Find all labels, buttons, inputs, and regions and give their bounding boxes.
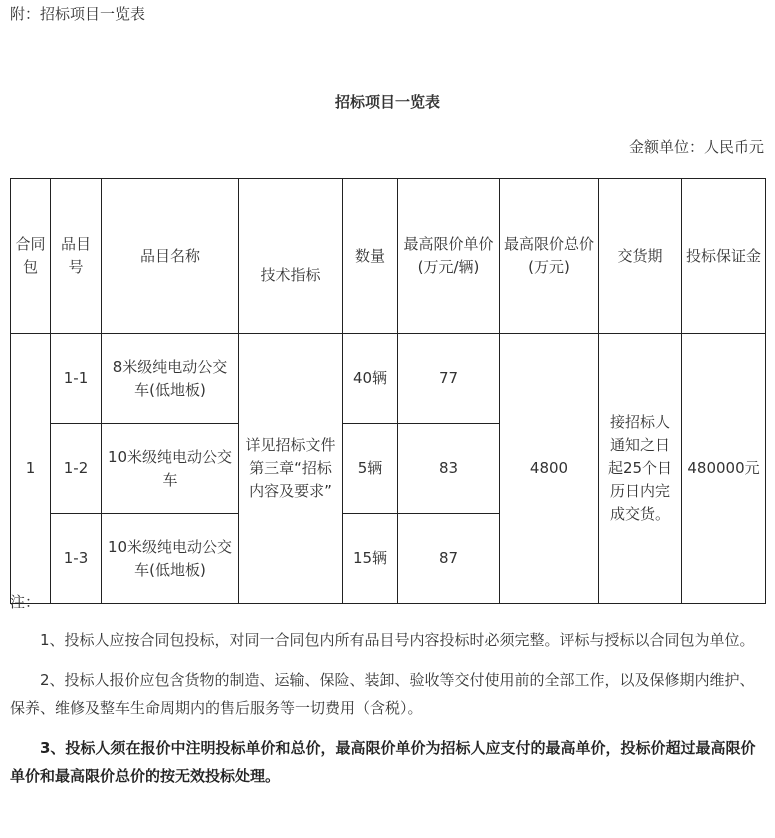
header-item-no: 品目号	[51, 179, 102, 334]
cell-item-no: 1-3	[51, 514, 102, 604]
notes-section	[10, 590, 760, 802]
cell-quantity: 40辆	[343, 334, 398, 424]
cell-item-name: 8米级纯电动公交车(低地板)	[102, 334, 239, 424]
note-item: 1、投标人应按合同包投标，对同一合同包内所有品目号内容投标时必须完整。评标与授标以合同包为单位。	[40, 631, 755, 649]
cell-max-unit-price: 87	[398, 514, 500, 604]
cell-item-name: 10米级纯电动公交车	[102, 424, 239, 514]
appendix-label: 附：招标项目一览表	[10, 5, 146, 23]
cell-max-unit-price: 77	[398, 334, 500, 424]
cell-tech-spec: 详见招标文件第三章“招标内容及要求”	[239, 334, 343, 604]
cell-max-total-price: 4800	[500, 334, 599, 604]
bid-items-table	[10, 178, 766, 604]
note-item: 2、投标人报价应包含货物的制造、运输、保险、装卸、验收等交付使用前的全部工作，以及保修期内维护、保养、维修及整车生命周期内的售后服务等一切费用（含税）。	[10, 671, 755, 717]
cell-contract-lot: 1	[11, 334, 51, 604]
header-item-name: 品目名称	[102, 179, 239, 334]
table-header-row	[11, 179, 766, 334]
cell-max-unit-price: 83	[398, 424, 500, 514]
header-tech-spec: 技术指标	[239, 179, 343, 334]
cell-item-name: 10米级纯电动公交车(低地板)	[102, 514, 239, 604]
notes-label: 注：	[10, 593, 41, 611]
cell-item-no: 1-2	[51, 424, 102, 514]
header-bid-bond: 投标保证金	[682, 179, 766, 334]
note-item-emphasis: 3、投标人须在报价中注明投标单价和总价，最高限价单价为招标人应支付的最高单价，投标价超过最高限价单价和最高限价总价的按无效投标处理。	[10, 739, 756, 785]
header-max-total-price: 最高限价总价(万元)	[500, 179, 599, 334]
page-title: 招标项目一览表	[334, 93, 440, 111]
header-contract-lot: 合同包	[11, 179, 51, 334]
cell-bid-bond: 480000元	[682, 334, 766, 604]
table-row	[11, 334, 766, 424]
cell-item-no: 1-1	[51, 334, 102, 424]
cell-quantity: 5辆	[343, 424, 398, 514]
header-quantity: 数量	[343, 179, 398, 334]
cell-delivery: 接招标人通知之日起25个日历日内完成交货。	[599, 334, 682, 604]
currency-unit: 金额单位：人民币元	[628, 138, 764, 156]
cell-quantity: 15辆	[343, 514, 398, 604]
header-delivery: 交货期	[599, 179, 682, 334]
header-max-unit-price: 最高限价单价(万元/辆)	[398, 179, 500, 334]
